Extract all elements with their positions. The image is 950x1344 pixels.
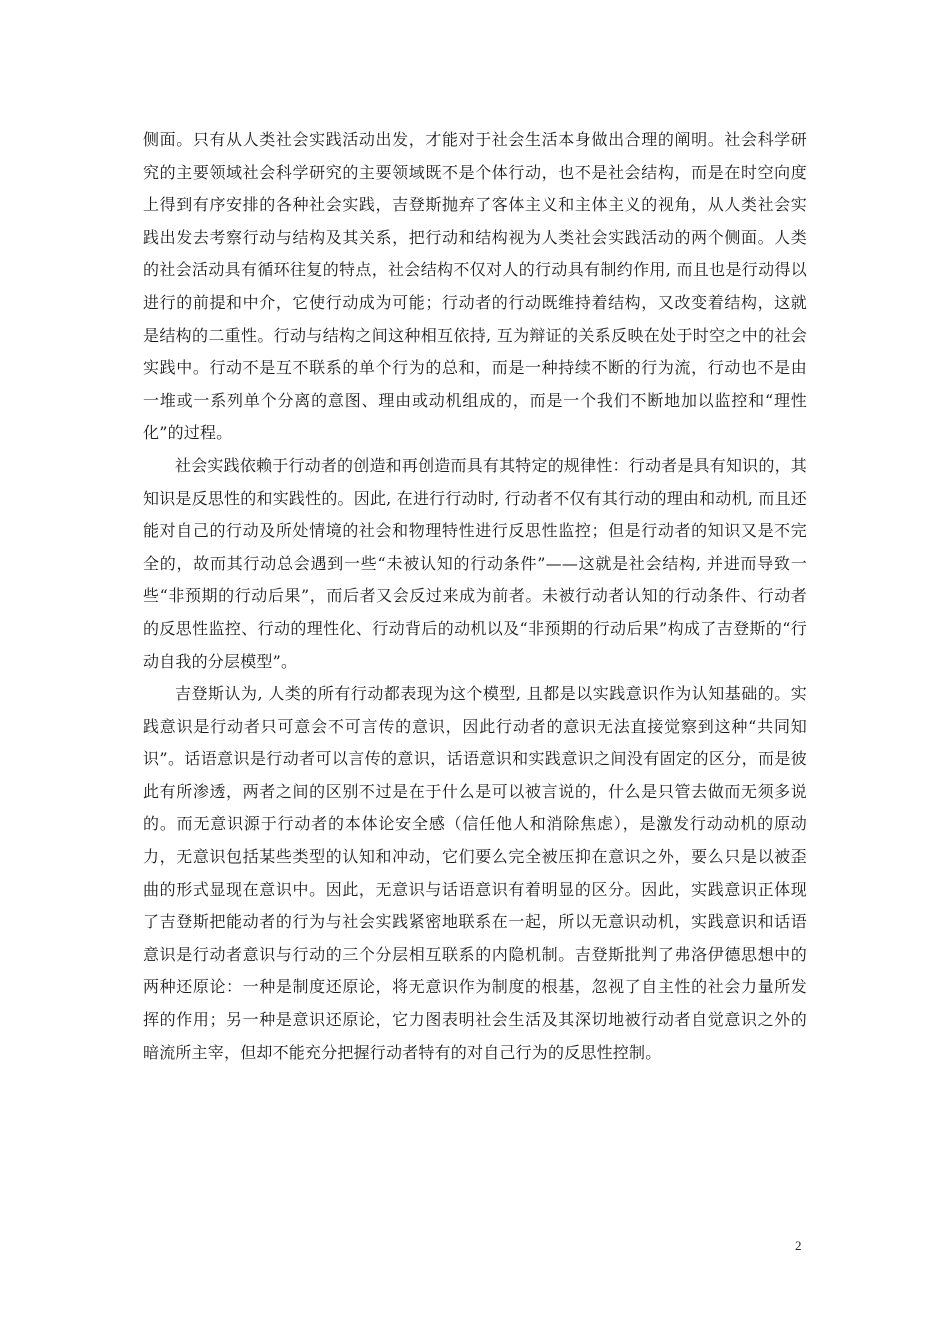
paragraph-social-practice: 社会实践依赖于行动者的创造和再创造而具有其特定的规律性：行动者是具有知识的，其知识是反思性的和实践性的。因此, 在进行行动时, 行动者不仅有其行动的理由和动机, 而且还能对自己的行动及所处情境的社会和物理特性进行反思性监控；但是行动者的知识又是不完全的，故而其行动总会遇到一些“未被认知的行动条件”——这就是社会结构, 并进而导致一些“非预期的行动后果”，而后者又会反过来成为前者。未被行动者认知的行动条件、行动者的反思性监控、行动的理性化、行动背后的动机以及“非预期的行动后果”构成了吉登斯的“行动自我的分层模型”。: [143, 455, 807, 671]
paragraph-giddens-consciousness: 吉登斯认为, 人类的所有行动都表现为这个模型, 且都是以实践意识作为认知基础的。实践意识是行动者只可意会不可言传的意识，因此行动者的意识无法直接觉察到这种“共同知识”。话语意识是行动者可以言传的意识，话语意识和实践意识之间没有固定的区分，而是彼此有所渗透，两者之间的区别不过是在于什么是可以被言说的，什么是只管去做而无须多说的。而无意识源于行动者的本体论安全感（信任他人和消除焦虑），是激发行动动机的原动力，无意识包括某些类型的认知和冲动，它们要么完全被压抑在意识之外，要么只是以被歪曲的形式显现在意识中。因此，无意识与话语意识有着明显的区分。因此，实践意识正体现了吉登斯把能动者的行为与社会实践紧密地联系在一起，所以无意识动机，实践意识和话语意识是行动者意识与行动的三个分层相互联系的内隐机制。吉登斯批判了弗洛伊德思想中的两种还原论：一种是制度还原论，将无意识作为制度的根基，忽视了自主性的社会力量所发挥的作用；另一种是意识还原论，它力图表明社会生活及其深切地被行动者自觉意识之外的暗流所主宰，但却不能充分把握行动者特有的对自己行为的反思性控制。: [143, 684, 807, 1062]
page-number: 2: [795, 1238, 802, 1253]
document-body: [143, 124, 807, 1069]
paragraph-continuation: 侧面。只有从人类社会实践活动出发，才能对于社会生活本身做出合理的阐明。社会科学研究的主要领域社会科学研究的主要领域既不是个体行动，也不是社会结构，而是在时空向度上得到有序安排的各种社会实践，吉登斯抛弃了客体主义和主体主义的视角，从人类社会实践出发去考察行动与结构及其关系，把行动和结构视为人类社会实践活动的两个侧面。人类的社会活动具有循环往复的特点，社会结构不仅对人的行动具有制约作用, 而且也是行动得以进行的前提和中介，它使行动成为可能；行动者的行动既维持着结构，又改变着结构，这就是结构的二重性。行动与结构之间这种相互依持, 互为辩证的关系反映在处于时空之中的社会实践中。行动不是互不联系的单个行为的总和，而是一种持续不断的行为流，行动也不是由一堆或一系列单个分离的意图、理由或动机组成的，而是一个我们不断地加以监控和“理性化”的过程。: [143, 130, 807, 443]
